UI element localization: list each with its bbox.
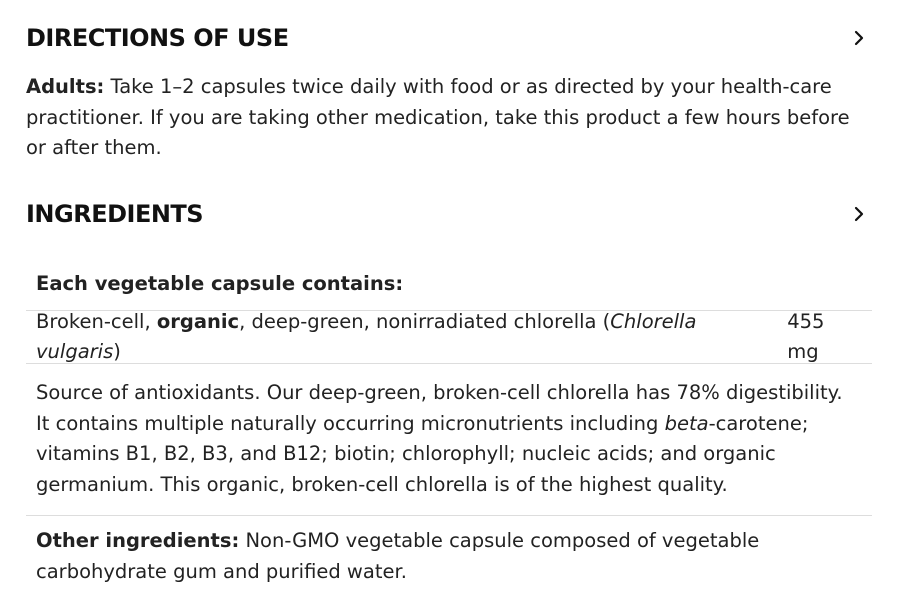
ingredient-organic: organic <box>156 309 240 333</box>
description-italic: beta <box>664 411 709 435</box>
directions-section-header[interactable] <box>26 21 876 55</box>
ingredient-description <box>26 364 872 516</box>
chevron-right-icon[interactable] <box>850 29 868 47</box>
adults-label: Adults: <box>26 75 105 98</box>
other-ingredients-text <box>36 526 862 587</box>
other-ingredients <box>26 516 872 587</box>
description-text <box>36 378 862 500</box>
ingredient-prefix: Broken-cell, <box>36 309 157 333</box>
ingredients-title: INGREDIENTS <box>26 200 204 228</box>
description-part1: Source of antioxidants. Our deep-green, broken-cell chlorella has 78% digestibility. It contains multiple naturally occurring micronutrients including <box>36 381 843 435</box>
description-part2: -carotene; vitamins B1, B2, B3, and B12; biotin; chlorophyll; nucleic acids; and organic germanium. This organic, broken-cell chlorella is of the highest quality. <box>36 411 809 496</box>
other-ingredients-body: Non-GMO vegetable capsule composed of vegetable carbohydrate gum and purified water. <box>36 529 760 583</box>
chevron-right-icon[interactable] <box>850 205 868 223</box>
ingredient-latin-name: Chlorella vulgaris <box>36 309 697 363</box>
capsule-contains-label: Each vegetable capsule contains: <box>36 271 404 295</box>
ingredients-table <box>26 258 872 587</box>
ingredient-name <box>36 307 787 368</box>
ingredients-table-header <box>26 258 872 311</box>
ingredient-amount: 455 mg <box>787 309 825 363</box>
ingredients-section-header[interactable] <box>26 197 876 231</box>
ingredient-suffix: ) <box>113 340 121 363</box>
directions-title: DIRECTIONS OF USE <box>26 24 289 52</box>
table-row <box>26 311 872 364</box>
directions-text <box>26 72 866 164</box>
directions-body: Take 1–2 capsules twice daily with food or as directed by your health-care practitioner. If you are taking other medication, take this product a few hours before or after them. <box>26 75 850 159</box>
ingredient-middle: , deep-green, nonirradiated chlorella ( <box>239 309 611 333</box>
other-ingredients-label: Other ingredients: <box>36 529 240 552</box>
